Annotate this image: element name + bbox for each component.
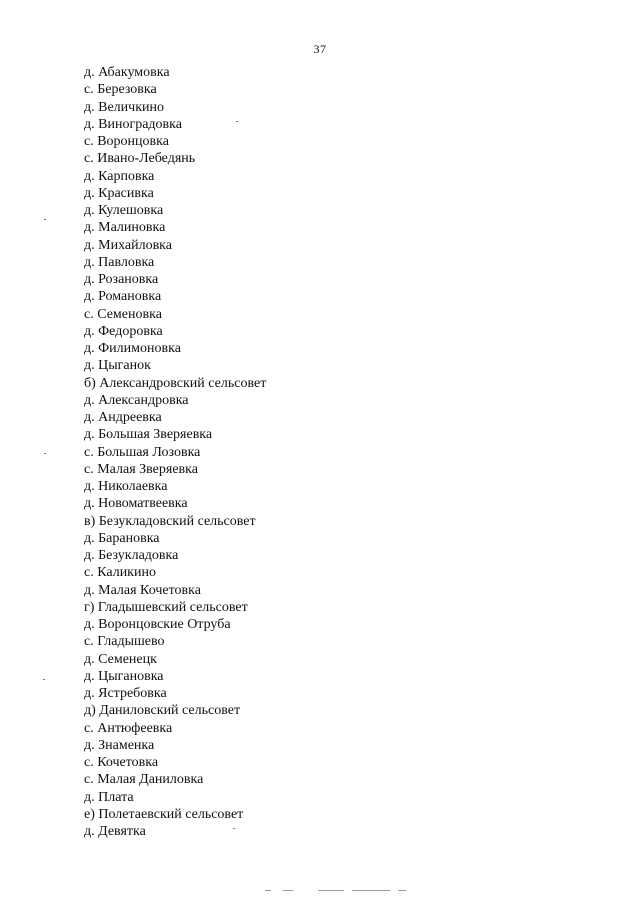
scan-speck [233, 828, 235, 829]
settlement-entry: д. Величкино [84, 99, 164, 115]
scan-artifact [318, 890, 344, 891]
subdistrict-header: в) Безукладовский сельсовет [84, 513, 256, 529]
settlement-entry: д. Цыгановка [84, 668, 164, 684]
settlement-entry: д. Малиновка [84, 220, 166, 236]
subdistrict-header: б) Александровский сельсовет [84, 375, 267, 391]
settlement-entry: д. Ястребовка [84, 686, 167, 701]
settlement-entry: д. Кулешовка [84, 203, 164, 218]
settlement-entry: с. Гладышево [84, 634, 165, 650]
scan-speck [43, 679, 45, 680]
settlement-list [84, 64, 266, 840]
settlement-entry: д. Барановка [84, 530, 160, 546]
settlement-entry: с. Ивано-Лебедянь [84, 151, 196, 167]
settlement-entry: с. Малая Зверяевка [84, 461, 198, 477]
settlement-entry: д. Воронцовские Отруба [84, 617, 231, 632]
settlement-entry: д. Павловка [84, 254, 155, 270]
settlement-entry: д. Красивка [84, 185, 154, 201]
settlement-entry: с. Каликино [84, 565, 156, 581]
settlement-entry: д. Абакумовка [84, 65, 170, 80]
settlement-entry: д. Семенецк [84, 651, 157, 667]
settlement-entry: д. Розановка [84, 272, 159, 287]
settlement-entry: д. Девятка [84, 824, 146, 839]
subdistrict-header: е) Полетаевский сельсовет [84, 806, 244, 822]
settlement-entry: д. Федоровка [84, 323, 163, 339]
scan-artifact [398, 890, 406, 891]
settlement-entry: с. Березовка [84, 82, 157, 98]
page-number: 37 [313, 42, 327, 56]
settlement-entry: д. Безукладовка [84, 548, 179, 563]
scan-speck [44, 453, 46, 454]
settlement-entry: д. Карповка [84, 168, 155, 184]
settlement-entry: д. Плата [84, 789, 134, 805]
settlement-entry: с. Кочетовка [84, 755, 159, 770]
settlement-entry: с. Воронцовка [84, 134, 169, 149]
settlement-entry: д. Николаевка [84, 479, 168, 494]
settlement-entry: д. Филимоновка [84, 341, 181, 356]
scan-speck [236, 121, 238, 122]
settlement-entry: с. Антюфеевка [84, 720, 173, 736]
settlement-entry: д. Цыганок [84, 358, 151, 374]
settlement-entry: д. Новоматвеевка [84, 496, 188, 512]
subdistrict-header: г) Гладышевский сельсовет [84, 599, 248, 615]
settlement-entry: с. Малая Даниловка [84, 772, 204, 788]
settlement-entry: с. Семеновка [84, 306, 162, 322]
settlement-entry: д. Виноградовка [84, 116, 182, 132]
settlement-entry: д. Александровка [84, 392, 189, 408]
settlement-entry: с. Большая Лозовка [84, 444, 201, 460]
settlement-entry: д. Андреевка [84, 410, 162, 425]
scan-artifact [283, 890, 293, 891]
scan-speck [44, 219, 46, 220]
settlement-entry: д. Знаменка [84, 737, 155, 753]
scan-artifact [265, 890, 271, 891]
settlement-entry: д. Романовка [84, 289, 162, 305]
scan-artifact [352, 890, 390, 891]
settlement-entry: д. Малая Кочетовка [84, 582, 201, 598]
settlement-entry: д. Михайловка [84, 237, 172, 253]
settlement-entry: д. Большая Зверяевка [84, 427, 213, 443]
subdistrict-header: д) Даниловский сельсовет [84, 703, 241, 719]
